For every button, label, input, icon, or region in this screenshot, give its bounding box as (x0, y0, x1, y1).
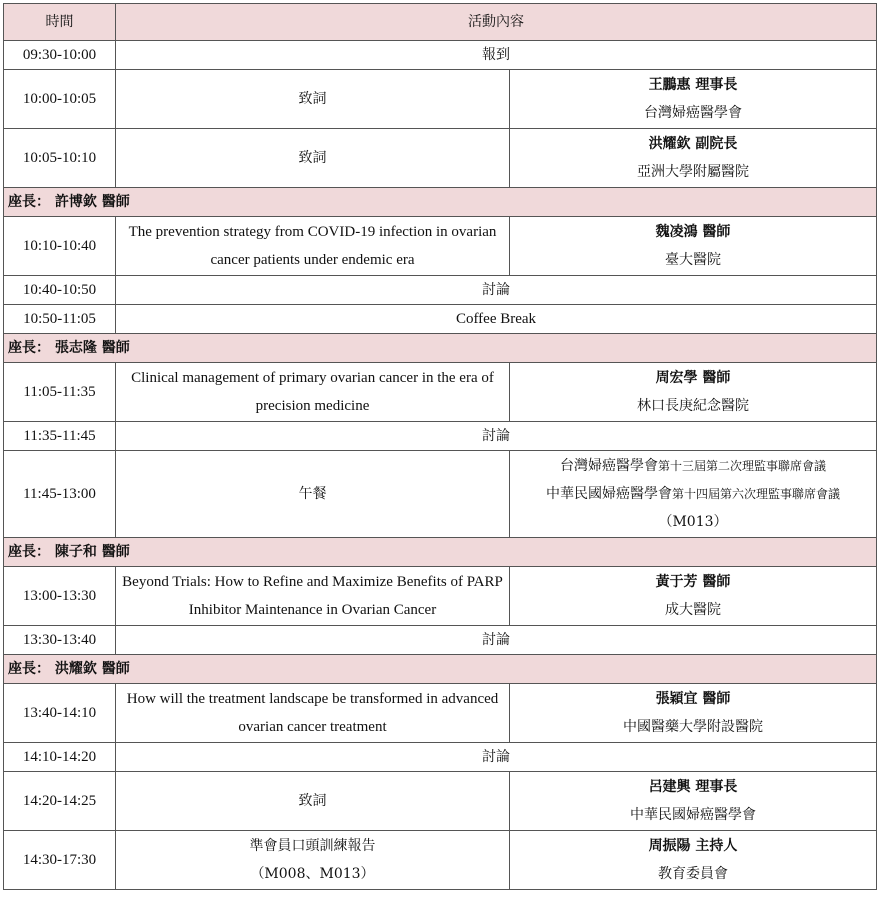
speaker-cell (510, 772, 877, 831)
schedule-row (4, 743, 877, 772)
schedule-row (4, 276, 877, 305)
time-cell: 10:00-10:05 (4, 70, 116, 129)
speaker-name: 呂建興 理事長 (648, 779, 738, 795)
topic-cell: 午餐 (116, 451, 510, 538)
chair-row (4, 188, 877, 217)
time-cell: 10:10-10:40 (4, 217, 116, 276)
topic-cell: How will the treatment landscape be transformed in advanced ovarian cancer treatment (116, 684, 510, 743)
activity-cell: 討論 (116, 422, 877, 451)
meeting-cell (510, 451, 877, 538)
activity-cell: 報到 (116, 41, 877, 70)
speaker-cell (510, 684, 877, 743)
meeting-detail: 第十三屆第二次理監事聯席會議 (657, 459, 826, 473)
header-row (4, 4, 877, 41)
speaker-cell (510, 70, 877, 129)
speaker-affiliation: 亞洲大學附屬醫院 (637, 164, 749, 180)
speaker-name: 黃于芳 醫師 (655, 574, 731, 590)
chair-label: 座長： 許博欽 醫師 (4, 188, 877, 217)
time-cell: 13:30-13:40 (4, 626, 116, 655)
meeting-detail: 第十四屆第六次理監事聯席會議 (671, 487, 840, 501)
topic-cell: Clinical management of primary ovarian cancer in the era of precision medicine (116, 363, 510, 422)
speaker-name: 周振陽 主持人 (648, 838, 738, 854)
speaker-affiliation: 台灣婦癌醫學會 (644, 105, 742, 121)
speaker-name: 王鵬惠 理事長 (648, 77, 738, 93)
topic-cell: 致詞 (116, 70, 510, 129)
speaker-affiliation: 教育委員會 (658, 866, 728, 882)
speaker-affiliation: 臺大醫院 (665, 252, 721, 268)
topic-cell: Beyond Trials: How to Refine and Maximize Benefits of PARP Inhibitor Maintenance in Ovarian Cancer (116, 567, 510, 626)
meeting-code: （M013） (658, 514, 728, 530)
speaker-cell (510, 831, 877, 890)
topic-cell: 準會員口頭訓練報告 （M008、M013） (116, 831, 510, 890)
speaker-affiliation: 成大醫院 (665, 602, 721, 618)
society-name: 台灣婦癌醫學會 (559, 458, 658, 474)
time-cell: 10:40-10:50 (4, 276, 116, 305)
chair-label: 座長： 張志隆 醫師 (4, 334, 877, 363)
schedule-row (4, 363, 877, 422)
chair-row (4, 334, 877, 363)
activity-cell: 討論 (116, 743, 877, 772)
schedule-row (4, 451, 877, 538)
time-cell: 11:05-11:35 (4, 363, 116, 422)
schedule-row (4, 422, 877, 451)
time-cell: 13:00-13:30 (4, 567, 116, 626)
chair-label: 座長： 洪耀欽 醫師 (4, 655, 877, 684)
speaker-cell (510, 129, 877, 188)
time-cell: 11:45-13:00 (4, 451, 116, 538)
chair-row (4, 538, 877, 567)
chair-label: 座長： 陳子和 醫師 (4, 538, 877, 567)
schedule-row (4, 70, 877, 129)
topic-cell: 致詞 (116, 772, 510, 831)
time-header: 時間 (4, 4, 116, 41)
speaker-affiliation: 中華民國婦癌醫學會 (630, 807, 756, 823)
schedule-row (4, 831, 877, 890)
schedule-row (4, 41, 877, 70)
society-name: 中華民國婦癌醫學會 (545, 486, 672, 502)
schedule-row (4, 567, 877, 626)
topic-cell: 致詞 (116, 129, 510, 188)
schedule-row (4, 217, 877, 276)
meeting-line (514, 452, 872, 480)
speaker-cell (510, 217, 877, 276)
speaker-name: 張穎宜 醫師 (655, 691, 731, 707)
schedule-row (4, 626, 877, 655)
speaker-name: 周宏學 醫師 (655, 370, 731, 386)
time-cell: 10:50-11:05 (4, 305, 116, 334)
agenda-table (3, 3, 877, 890)
speaker-name: 洪耀欽 副院長 (648, 136, 738, 152)
time-cell: 09:30-10:00 (4, 41, 116, 70)
activity-cell: Coffee Break (116, 305, 877, 334)
speaker-name: 魏凌鴻 醫師 (655, 224, 731, 240)
speaker-cell (510, 363, 877, 422)
time-cell: 14:20-14:25 (4, 772, 116, 831)
topic-cell: The prevention strategy from COVID-19 infection in ovarian cancer patients under endemic era (116, 217, 510, 276)
speaker-affiliation: 中國醫藥大學附設醫院 (623, 719, 763, 735)
time-cell: 10:05-10:10 (4, 129, 116, 188)
time-cell: 11:35-11:45 (4, 422, 116, 451)
schedule-row (4, 305, 877, 334)
time-cell: 14:10-14:20 (4, 743, 116, 772)
schedule-row (4, 772, 877, 831)
activity-cell: 討論 (116, 626, 877, 655)
time-cell: 14:30-17:30 (4, 831, 116, 890)
chair-row (4, 655, 877, 684)
content-header: 活動內容 (116, 4, 877, 41)
schedule-row (4, 129, 877, 188)
activity-cell: 討論 (116, 276, 877, 305)
speaker-affiliation: 林口長庚紀念醫院 (637, 398, 749, 414)
schedule-row (4, 684, 877, 743)
meeting-line (514, 480, 872, 508)
speaker-cell (510, 567, 877, 626)
time-cell: 13:40-14:10 (4, 684, 116, 743)
